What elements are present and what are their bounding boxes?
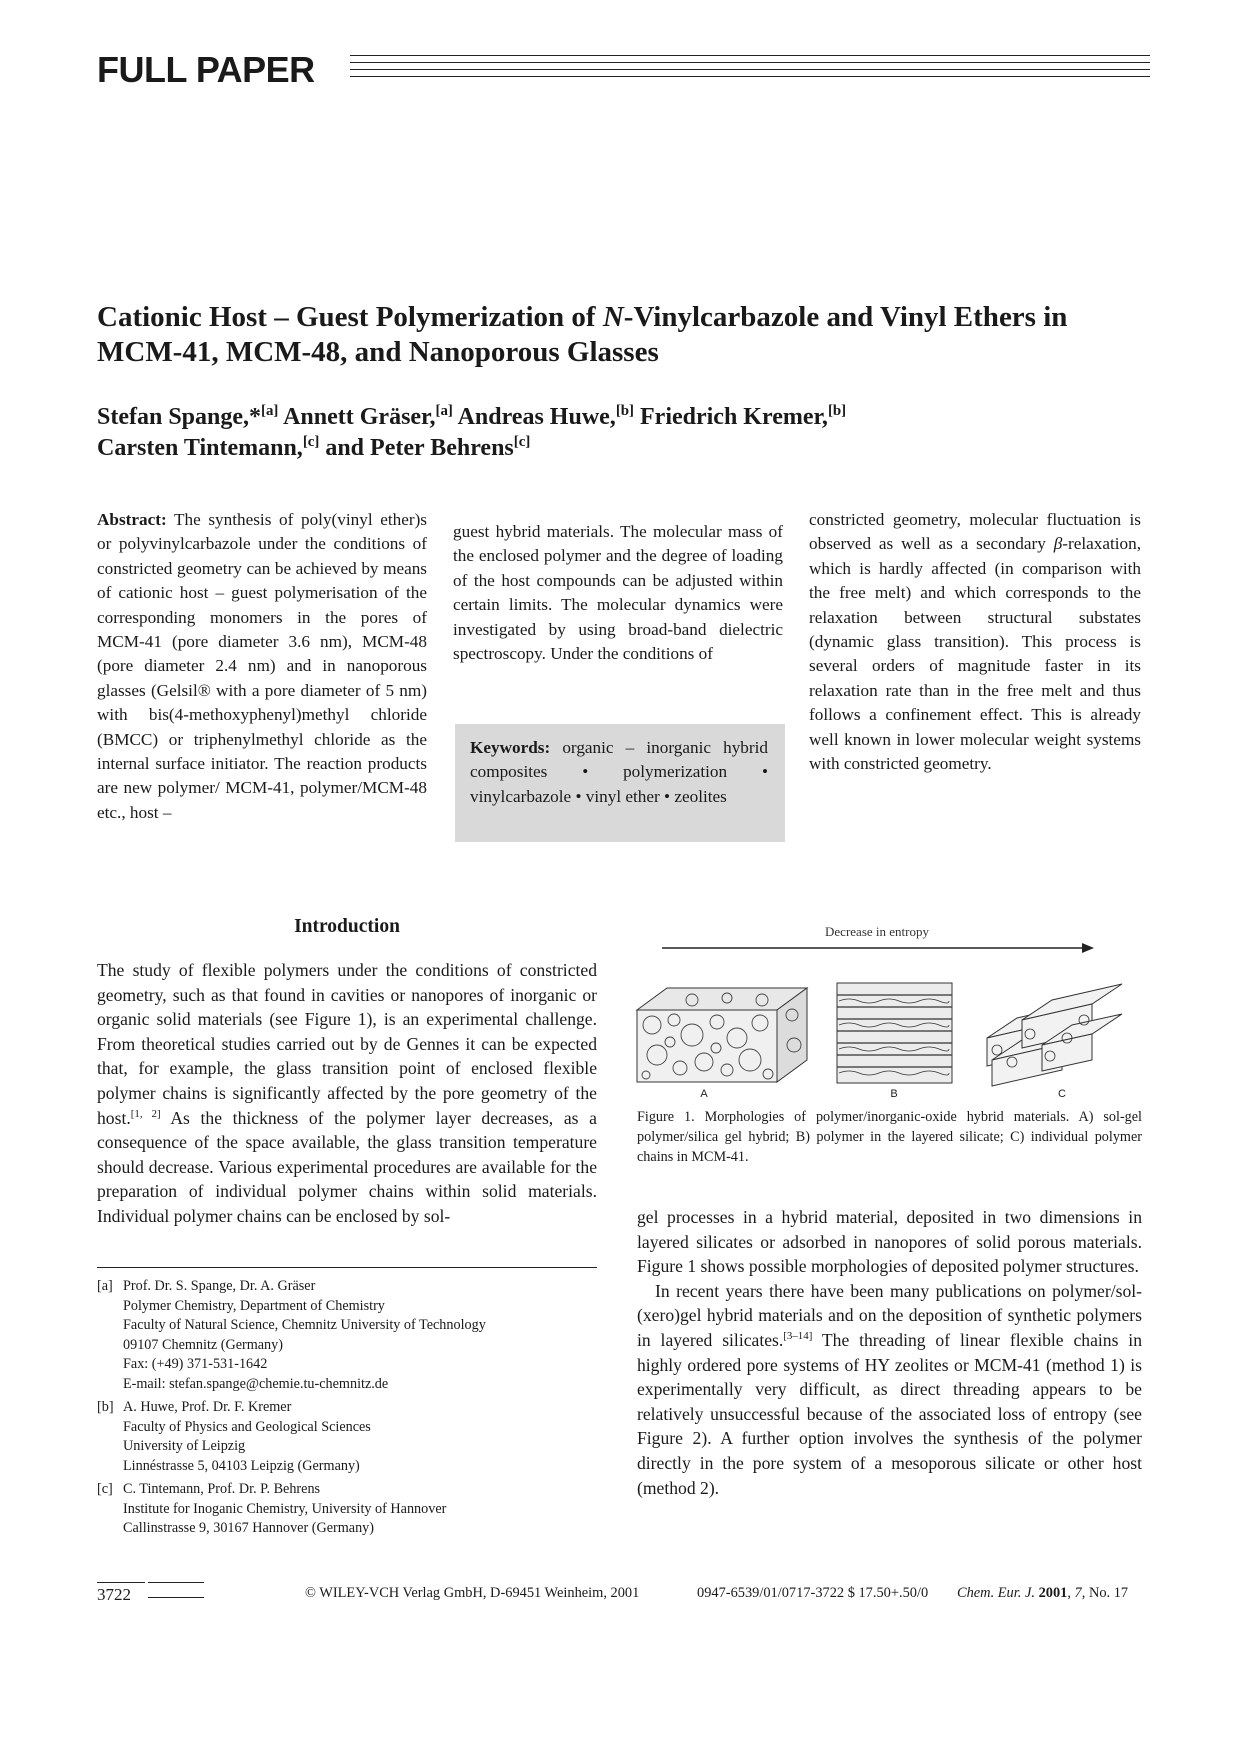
- label-a: A: [700, 1088, 708, 1100]
- header-rules: [350, 55, 1150, 83]
- introduction-paragraph: The study of flexible polymers under the conditions of constricted geometry, such as that found in cavities or nanopores of inorganic or organic solid materials (see Figure 1), is an experimental challenge. From theoretical studies carried out by de Gennes it can be expected that, for example, the glass transition point of enclosed flexible polymer chains is significantly affected by the pore geometry of the host.[1, 2] As the thickness of the polymer layer decreases, as a consequence of the space available, the glass transition temperature should decrease. Various experimental procedures are available for the preparation of individual polymer chains within solid materials. Individual polymer chains can be enclosed by sol-: [97, 960, 597, 1226]
- keywords-box: [455, 724, 785, 842]
- paragraph: In recent years there have been many publications on polymer/sol-(xero)gel hybrid materials and on the deposition of synthetic polymers in layered silicates.[3–14] The threading of linear flexible chains in highly ordered pore systems of HY zeolites or MCM-41 (method 1) is experimentally very difficult, as direct threading appears to be relatively unsuccessful because of the associated loss of entropy (see Figure 2). A further option involves the synthesis of the polymer directly in the pore system of a mesoporous silicate or other host (method 2).: [637, 1280, 1142, 1498]
- issn-price: 0947-6539/01/0717-3722 $ 17.50+.50/0: [697, 1585, 929, 1601]
- author: Peter Behrens: [370, 435, 514, 461]
- footer-rule: [97, 1582, 145, 1583]
- morphology-b-layered: [837, 983, 952, 1100]
- introduction-heading: Introduction: [294, 916, 400, 937]
- morphology-a-solgel: [637, 988, 807, 1100]
- author: Annett Gräser,: [283, 404, 436, 430]
- footer-rule: [148, 1582, 204, 1583]
- article-title: Cationic Host – Guest Polymerization of N-Vinylcarbazole and Vinyl Ethers in MCM-41, MCM-48, and Nanoporous Glasses: [97, 301, 1068, 368]
- entropy-arrow-label: Decrease in entropy: [825, 924, 929, 939]
- author: Carsten Tintemann,: [97, 435, 303, 461]
- section-header: FULL PAPER: [97, 49, 315, 90]
- footnote-a: [a] Prof. Dr. S. Spange, Dr. A. Gräser Polymer Chemistry, Department of Chemistry Faculty of Natural Science, Chemnitz University of Technology 09107 Chemnitz (Germany) Fax: (+49) 371-531-1642 E-mail: stefan.spange@chemie.tu-chemnitz.de: [97, 1278, 486, 1392]
- author: Stefan Spange,*: [97, 404, 262, 430]
- abstract-column-3: constricted geometry, molecular fluctuation is observed as well as a secondary β-relaxation, which is hardly affected (in comparison with the free melt) and which corresponds to the relaxation between structural substates (dynamic glass transition). This process is several orders of magnitude faster in its relaxation rate than in the free melt and thus follows a confinement effect. This is already well known in lower molecular weight systems with constricted geometry.: [809, 510, 1141, 774]
- footnote-b: [b] A. Huwe, Prof. Dr. F. Kremer Faculty of Physics and Geological Sciences University of Leipzig Linnéstrasse 5, 04103 Leipzig (Germany): [97, 1399, 371, 1474]
- label-b: B: [890, 1088, 898, 1100]
- journal-citation: Chem. Eur. J. 2001, 7, No. 17: [957, 1585, 1129, 1601]
- page-number: 3722: [97, 1585, 131, 1604]
- copyright: © WILEY-VCH Verlag GmbH, D-69451 Weinheim, 2001: [305, 1585, 640, 1601]
- footer-rule: [148, 1597, 204, 1598]
- figure-1-caption: Figure 1. Morphologies of polymer/inorganic-oxide hybrid materials. A) sol-gel polymer/silica gel hybrid; B) polymer in the layered silicate; C) individual polymer chains in MCM-41.: [637, 1109, 1142, 1165]
- abstract-column-2: guest hybrid materials. The molecular mass of the enclosed polymer and the degree of loading of the host compounds can be adjusted within certain limits. The molecular dynamics were investigated by using broad-band dielectric spectroscopy. Under the conditions of: [453, 522, 783, 664]
- footnote-c: [c] C. Tintemann, Prof. Dr. P. Behrens Institute for Inoganic Chemistry, University of Hannover Callinstrasse 9, 30167 Hannover (Germany): [97, 1481, 447, 1536]
- author-list: Stefan Spange,*[a] Annett Gräser,[a] Andreas Huwe,[b] Friedrich Kremer,[b] Carsten Tintemann,[c] and Peter Behrens[c]: [97, 403, 847, 461]
- author: Friedrich Kremer,: [640, 404, 828, 430]
- author: Andreas Huwe,: [457, 404, 616, 430]
- figure-1-morphologies: [632, 910, 1147, 1100]
- paragraph: gel processes in a hybrid material, deposited in two dimensions in layered silicates or adsorbed in nanopores of solid porous materials. Figure 1 shows possible morphologies of deposited polymer structures.: [637, 1207, 1142, 1277]
- body-column-2: [637, 1205, 1142, 1500]
- keywords: Keywords: organic – inorganic hybrid composites • polymerization • vinylcarbazole • vinyl ether • zeolites: [470, 738, 768, 806]
- abstract-column-1: Abstract: The synthesis of poly(vinyl ether)s or polyvinylcarbazole under the conditions of constricted geometry can be achieved by means of cationic host – guest polymerisation of the corresponding monomers in the pores of MCM-41 (pore diameter 3.6 nm), MCM-48 (pore diameter 2.4 nm) and in nanoporous glasses (Gelsil® with a pore diameter of 5 nm) with bis(4-methoxyphenyl)methyl chloride (BMCC) or triphenylmethyl chloride as the internal surface initiator. The reaction products are new polymer/ MCM-41, polymer/MCM-48 etc., host –: [97, 510, 427, 822]
- label-c: C: [1058, 1088, 1066, 1100]
- affiliation-footnotes: [97, 1277, 617, 1543]
- morphology-c-mcm41: [987, 984, 1122, 1100]
- footnote-rule: [97, 1267, 597, 1268]
